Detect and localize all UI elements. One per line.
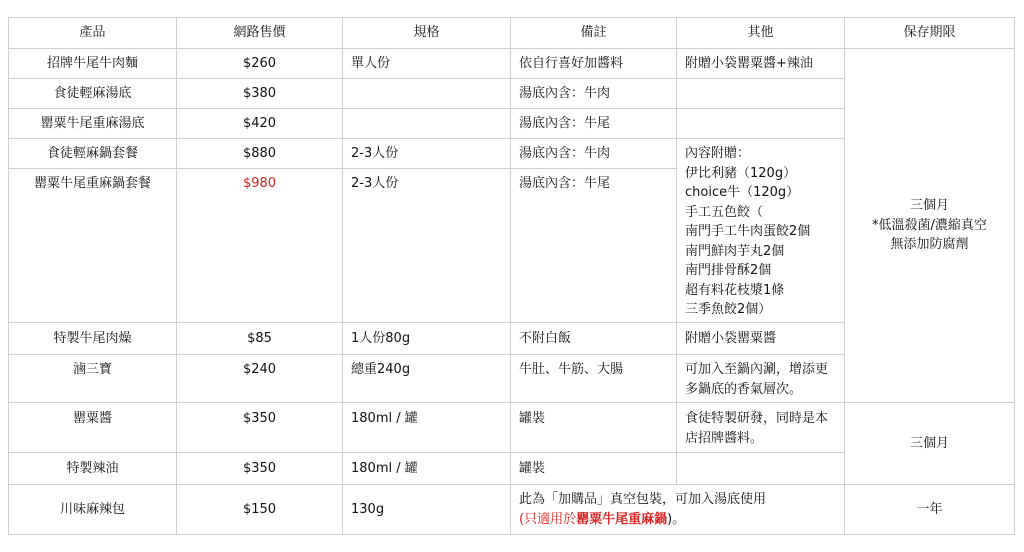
note-restriction-suffix: )。 — [667, 511, 686, 527]
header-other: 其他 — [677, 18, 845, 49]
set-contents-line: 南門鮮肉芋丸2個 — [685, 243, 785, 259]
cell-other: 附贈小袋罌粟醬 — [677, 323, 845, 355]
note-restriction-product: 罌粟牛尾重麻鍋 — [576, 511, 668, 527]
cell-note: 湯底內含：牛肉 — [511, 139, 677, 169]
cell-price: $240 — [177, 355, 343, 403]
other-line: 店招牌醬料。 — [685, 430, 764, 446]
cell-set-contents — [677, 139, 845, 323]
cell-spec: 180ml / 罐 — [343, 453, 511, 485]
cell-note: 依自行喜好加醬料 — [511, 49, 677, 79]
cell-spec: 單人份 — [343, 49, 511, 79]
note-line: 此為「加購品」真空包裝，可加入湯底使用 — [519, 492, 767, 507]
note-restriction-prefix: (只適用於 — [519, 511, 577, 527]
cell-other: 附贈小袋罌粟醬+辣油 — [677, 49, 845, 79]
cell-spec: 180ml / 罐 — [343, 403, 511, 453]
cell-note: 湯底內含：牛尾 — [511, 169, 677, 323]
cell-spec: 2-3人份 — [343, 139, 511, 169]
cell-product: 特製牛尾肉燥 — [9, 323, 177, 355]
cell-price: $880 — [177, 139, 343, 169]
cell-product: 罌粟牛尾重麻湯底 — [9, 109, 177, 139]
cell-product: 罌粟牛尾重麻鍋套餐 — [9, 169, 177, 323]
header-shelf-life: 保存期限 — [845, 18, 1015, 49]
cell-note: 罐裝 — [511, 453, 677, 485]
product-table — [8, 17, 1015, 535]
set-contents-line: 手工五色餃（ — [685, 204, 764, 220]
cell-product: 招牌牛尾牛肉麵 — [9, 49, 177, 79]
other-line: 多鍋底的香氣層次。 — [685, 381, 803, 397]
cell-other — [677, 79, 845, 109]
cell-product: 川味麻辣包 — [9, 485, 177, 535]
set-contents-line: 內容附贈： — [685, 146, 751, 161]
cell-product: 罌粟醬 — [9, 403, 177, 453]
cell-product: 滷三寶 — [9, 355, 177, 403]
cell-note: 牛肚、牛筋、大腸 — [511, 355, 677, 403]
cell-note: 湯底內含：牛尾 — [511, 109, 677, 139]
cell-other — [677, 453, 845, 485]
cell-price: $380 — [177, 79, 343, 109]
header-spec: 規格 — [343, 18, 511, 49]
set-contents-line: 超有料花枝漿1條 — [685, 282, 785, 298]
cell-note: 罐裝 — [511, 403, 677, 453]
set-contents-line: 三季魚餃2個） — [685, 302, 772, 317]
set-contents-line: choice牛（120g） — [685, 185, 800, 200]
header-note: 備註 — [511, 18, 677, 49]
set-contents-line: 伊比利豬（120g） — [685, 165, 797, 181]
cell-price: $150 — [177, 485, 343, 535]
header-row — [9, 18, 1015, 49]
set-contents-line: 南門手工牛肉蛋餃2個 — [685, 224, 811, 239]
cell-shelf-life-group2: 三個月 — [845, 403, 1015, 485]
header-product: 產品 — [9, 18, 177, 49]
shelf-line: 無添加防腐劑 — [890, 237, 969, 253]
cell-spec — [343, 79, 511, 109]
other-line: 食徒特製研發，同時是本 — [685, 411, 829, 426]
cell-price: $350 — [177, 403, 343, 453]
cell-product: 食徒輕麻湯底 — [9, 79, 177, 109]
header-price: 網路售價 — [177, 18, 343, 49]
other-line: 可加入至鍋內涮，增添更 — [685, 362, 829, 377]
note-line-2 — [519, 510, 836, 530]
cell-spec: 2-3人份 — [343, 169, 511, 323]
cell-note: 不附白飯 — [511, 323, 677, 355]
cell-other — [677, 109, 845, 139]
cell-shelf-life-group1 — [845, 49, 1015, 403]
cell-note-merged — [511, 485, 845, 535]
table-row — [9, 485, 1015, 535]
cell-price: $85 — [177, 323, 343, 355]
cell-price: $420 — [177, 109, 343, 139]
cell-spec — [343, 109, 511, 139]
cell-price: $980 — [177, 169, 343, 323]
cell-shelf-life-group3: 一年 — [845, 485, 1015, 535]
table-row — [9, 403, 1015, 453]
cell-product: 食徒輕麻鍋套餐 — [9, 139, 177, 169]
cell-spec: 總重240g — [343, 355, 511, 403]
cell-spec: 130g — [343, 485, 511, 535]
cell-note: 湯底內含：牛肉 — [511, 79, 677, 109]
table-row — [9, 49, 1015, 79]
cell-other — [677, 403, 845, 453]
set-contents-line: 南門排骨酥2個 — [685, 263, 772, 278]
cell-product: 特製辣油 — [9, 453, 177, 485]
shelf-line: 三個月 — [909, 198, 949, 214]
shelf-line: *低溫殺菌/濃縮真空 — [872, 217, 987, 233]
cell-price: $350 — [177, 453, 343, 485]
cell-other — [677, 355, 845, 403]
cell-price: $260 — [177, 49, 343, 79]
cell-spec: 1人份80g — [343, 323, 511, 355]
